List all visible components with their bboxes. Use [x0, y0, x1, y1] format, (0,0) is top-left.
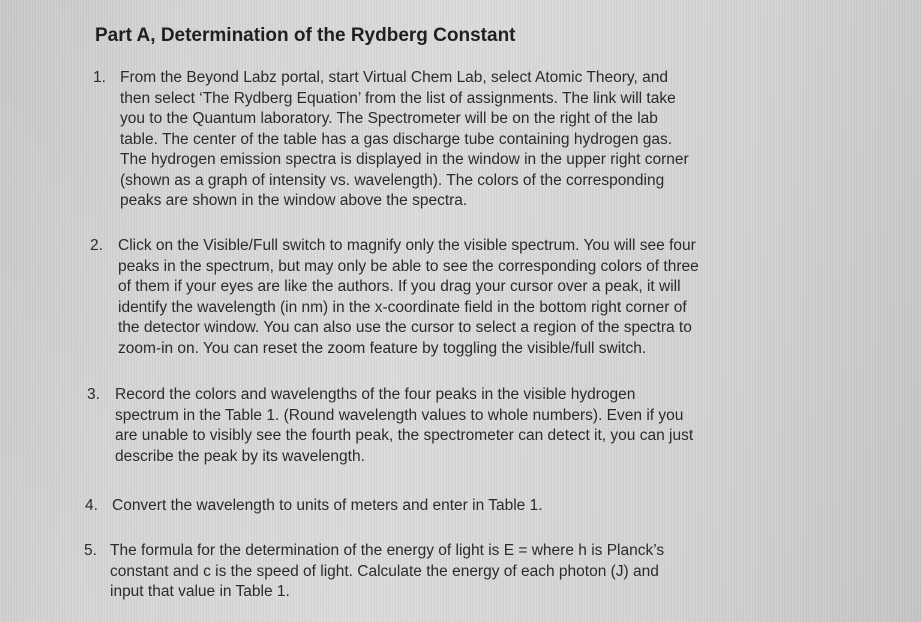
item-text [115, 385, 693, 467]
item-line: The hydrogen emission spectra is displayed in the window in the upper right corner [120, 151, 689, 168]
item-line: Record the colors and wavelengths of the four peaks in the visible hydrogen [115, 386, 636, 403]
item-line: (shown as a graph of intensity vs. wavelength). The colors of the corresponding [120, 171, 665, 189]
item-line: peaks are shown in the window above the spectra. [120, 192, 468, 209]
item-text [110, 541, 664, 603]
item-line: Convert the wavelength to units of meters and enter in Table 1. [112, 497, 543, 514]
item-number: 1. [93, 69, 106, 86]
item-line: are unable to visibly see the fourth peak, the spectrometer can detect it, you can just [115, 427, 694, 444]
item-text [112, 496, 543, 517]
item-line: zoom-in on. You can reset the zoom feature by toggling the visible/full switch. [118, 339, 647, 357]
item-text [118, 236, 699, 359]
item-line: The formula for the determination of the energy of light is E = where h is Planck’s [110, 542, 665, 559]
item-line: identify the wavelength (in nm) in the x-coordinate field in the bottom right corner of [118, 298, 687, 316]
item-line: From the Beyond Labz portal, start Virtual Chem Lab, select Atomic Theory, and [120, 69, 668, 86]
item-text [120, 68, 689, 212]
item-line: then select ‘The Rydberg Equation’ from the list of assignments. The link will take [120, 89, 676, 107]
item-line: spectrum in the Table 1. (Round wavelength values to whole numbers). Even if you [115, 406, 684, 424]
item-line: describe the peak by its wavelength. [115, 447, 365, 465]
item-number: 5. [84, 542, 97, 559]
item-line: Click on the Visible/Full switch to magnify only the visible spectrum. You will see four [118, 237, 696, 254]
page-title: Part A, Determination of the Rydberg Constant [95, 25, 516, 46]
item-line: peaks in the spectrum, but may only be able to see the corresponding colors of three [118, 257, 699, 275]
item-line: constant and c is the speed of light. Calculate the energy of each photon (J) and [110, 562, 659, 580]
item-line: table. The center of the table has a gas discharge tube containing hydrogen gas. [120, 130, 673, 148]
item-line: of them if your eyes are like the authors. If you drag your cursor over a peak, it will [118, 278, 681, 295]
item-number: 4. [85, 497, 98, 514]
item-number: 3. [87, 386, 100, 403]
item-line: input that value in Table 1. [110, 583, 290, 600]
item-number: 2. [90, 237, 103, 254]
item-line: the detector window. You can also use the cursor to select a region of the spectra to [118, 319, 692, 336]
item-line: you to the Quantum laboratory. The Spectrometer will be on the right of the lab [120, 110, 658, 127]
